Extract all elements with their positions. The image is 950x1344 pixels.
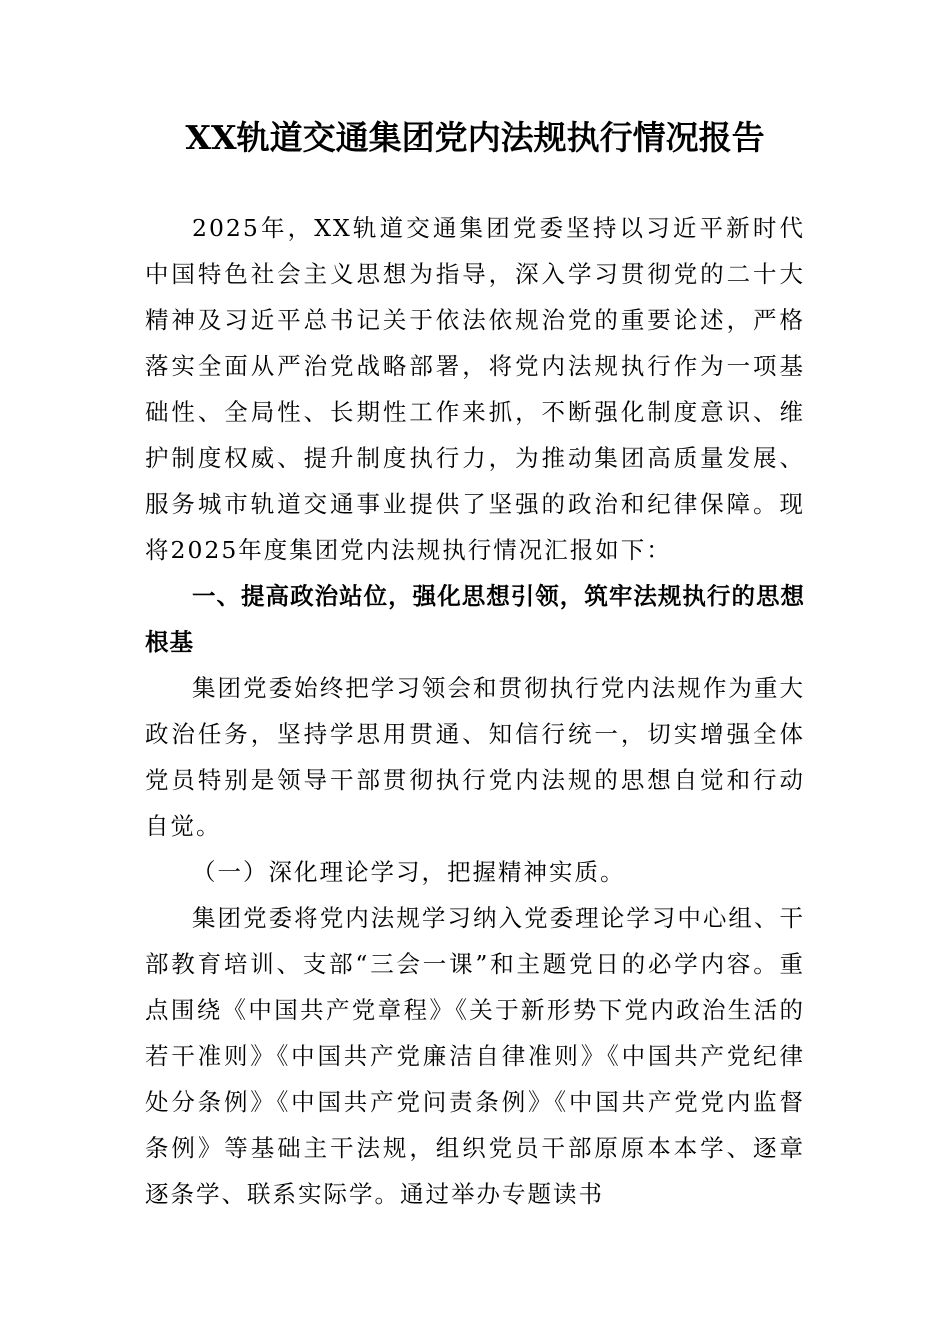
document-body: [145, 205, 805, 1217]
document-title: XX轨道交通集团党内法规执行情况报告: [185, 118, 765, 157]
section-heading-1: 一、提高政治站位，强化思想引领，筑牢法规执行的思想根基: [145, 582, 805, 656]
section-1-paragraph: 集团党委始终把学习领会和贯彻执行党内法规作为重大政治任务，坚持学思用贯通、知信行统一，切实增强全体党员特别是领导干部贯彻执行党内法规的思想自觉和行动自觉。: [145, 674, 805, 840]
intro-paragraph: 2025年，XX轨道交通集团党委坚持以习近平新时代中国特色社会主义思想为指导，深入学习贯彻党的二十大精神及习近平总书记关于依法依规治党的重要论述，严格落实全面从严治党战略部署，将党内法规执行作为一项基础性、全局性、长期性工作来抓，不断强化制度意识、维护制度权威、提升制度执行力，为推动集团高质量发展、服务城市轨道交通事业提供了坚强的政治和纪律保障。现将2025年度集团党内法规执行情况汇报如下：: [145, 214, 805, 564]
subsection-heading-1: （一）深化理论学习，把握精神实质。: [192, 858, 626, 886]
subsection-1-paragraph: 集团党委将党内法规学习纳入党委理论学习中心组、干部教育培训、支部“三会一课”和主题党日的必学内容。重点围绕《中国共产党章程》《关于新形势下党内政治生活的若干准则》《中国共产党廉洁自律准则》《中国共产党纪律处分条例》《中国共产党问责条例》《中国共产党党内监督条例》等基础主干法规，组织党员干部原原本本学、逐章逐条学、联系实际学。通过举办专题读书: [145, 904, 805, 1208]
